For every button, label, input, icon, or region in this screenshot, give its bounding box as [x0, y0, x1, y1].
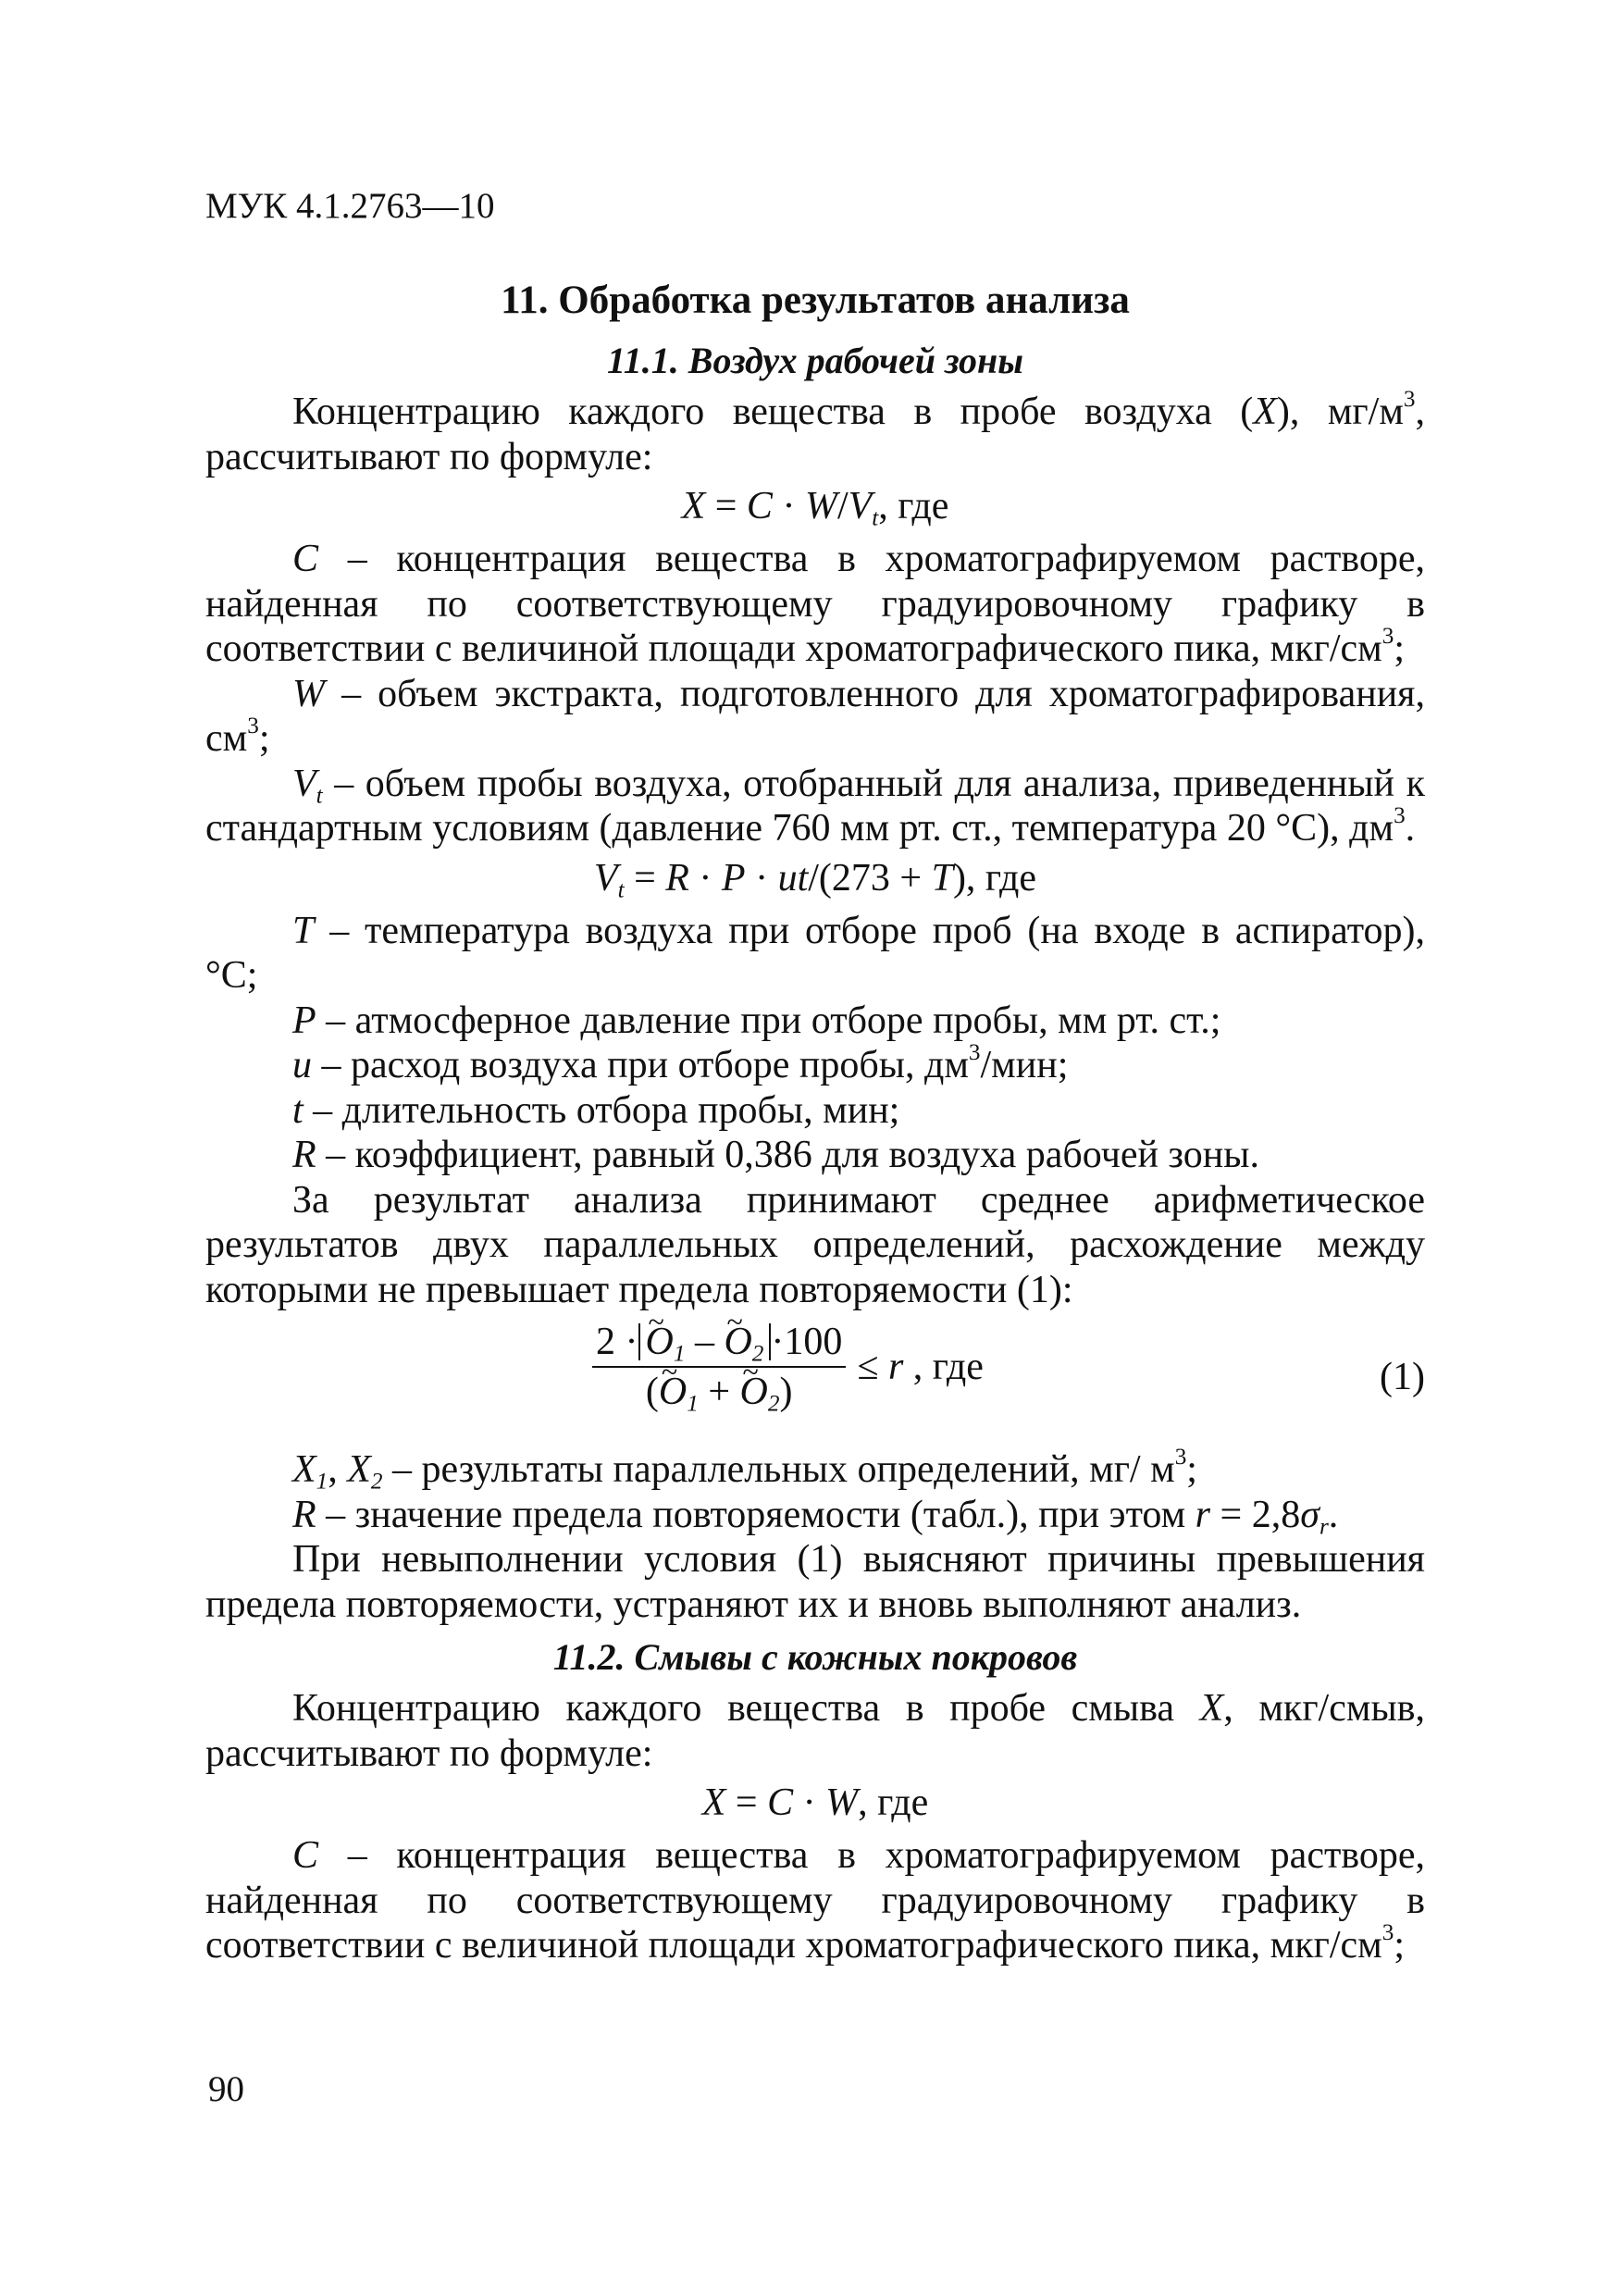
fraction-denominator: (~ $O_1$ + ~ $O_2$) [642, 1368, 797, 1416]
failure-paragraph: При невыполнении условия (1) выясняют причины превышения предела повторяемости, устраняют их и вновь выполняют анализ. [205, 1538, 1425, 1626]
definition-vt: $V_t$ – объем пробы воздуха, отобранный для анализа, приведенный к стандартным условиям (давление 760 мм рт. ст., температура 20 °С), $дм^3$. [205, 762, 1425, 850]
repeatability-formula [205, 1318, 1425, 1444]
fraction-condition: ≤ r , где [857, 1346, 984, 1388]
subsection-title-skin: 11.2. Смывы с кожных покровов [552, 1636, 1078, 1678]
definition-p: P – атмосферное давление при отборе пробы, мм рт. ст.; [292, 999, 1221, 1042]
result-paragraph: За результат анализа принимают среднее арифметическое результатов двух параллельных определений, расхождение между которыми не превышает предела повторяемости (1): [205, 1178, 1425, 1311]
air-intro-paragraph: Концентрацию каждого вещества в пробе воздуха (X), $мг/м^3$, рассчитывают по формуле: [205, 387, 1425, 478]
running-head: МУК 4.1.2763—10 [205, 186, 495, 226]
equation-number: (1) [1380, 1356, 1425, 1398]
definition-w: W – объем экстракта, подготовленного для хроматографирования, $см^3$; [205, 672, 1425, 760]
page-body [205, 273, 1425, 1968]
definition-t-duration: t – длительность отбора пробы, мин; [292, 1088, 900, 1132]
definition-t-temperature: T – температура воздуха при отборе проб (на входе в аспиратор), °С; [205, 909, 1425, 997]
page-number: 90 [208, 2069, 244, 2109]
definition-u: u – расход воздуха при отборе пробы, $дм^3$/мин; [292, 1040, 1069, 1086]
definition-c-wash: C – концентрация вещества в хроматографируемом растворе, найденная по соответствующему градуировочному графику в соответствии с величиной площади хроматографического пика, мкг/$см^3$; [205, 1834, 1425, 1967]
definition-r: R – коэффициент, равный 0,386 для воздуха рабочей зоны. [292, 1134, 1259, 1176]
definition-repeatability: R – значение предела повторяемости (табл.), при этом $r = 2,8\sigma_r$. [292, 1493, 1339, 1540]
section-title: 11. Обработка результатов анализа [501, 279, 1130, 322]
formula-wash: X = C · W, где [701, 1781, 929, 1824]
definition-c: C – концентрация вещества в хроматографируемом растворе, найденная по соответствующему градуировочному графику в соответствии с величиной площади хроматографического пика, мкг/$см^3$; [205, 538, 1425, 670]
subsection-title-air: 11.1. Воздух рабочей зоны [607, 340, 1023, 381]
fraction-numerator: 2 ·~ $O_1$ – ~ $O_2 \cdot 100$ [592, 1318, 846, 1366]
definition-x1-x2: $X_1$, $X_2$ – результаты параллельных определений, мг/ $м^3$; [292, 1445, 1197, 1495]
skin-intro-paragraph: Концентрацию каждого вещества в пробе смыва X, мкг/смыв, рассчитывают по формуле: [205, 1687, 1425, 1775]
formula-concentration: $X = C \cdot W/V_t$, где [681, 485, 949, 531]
formula-volume: $V_t = R \cdot P \cdot ut/(273 + T)$, где [593, 856, 1037, 903]
fraction [592, 1318, 984, 1416]
